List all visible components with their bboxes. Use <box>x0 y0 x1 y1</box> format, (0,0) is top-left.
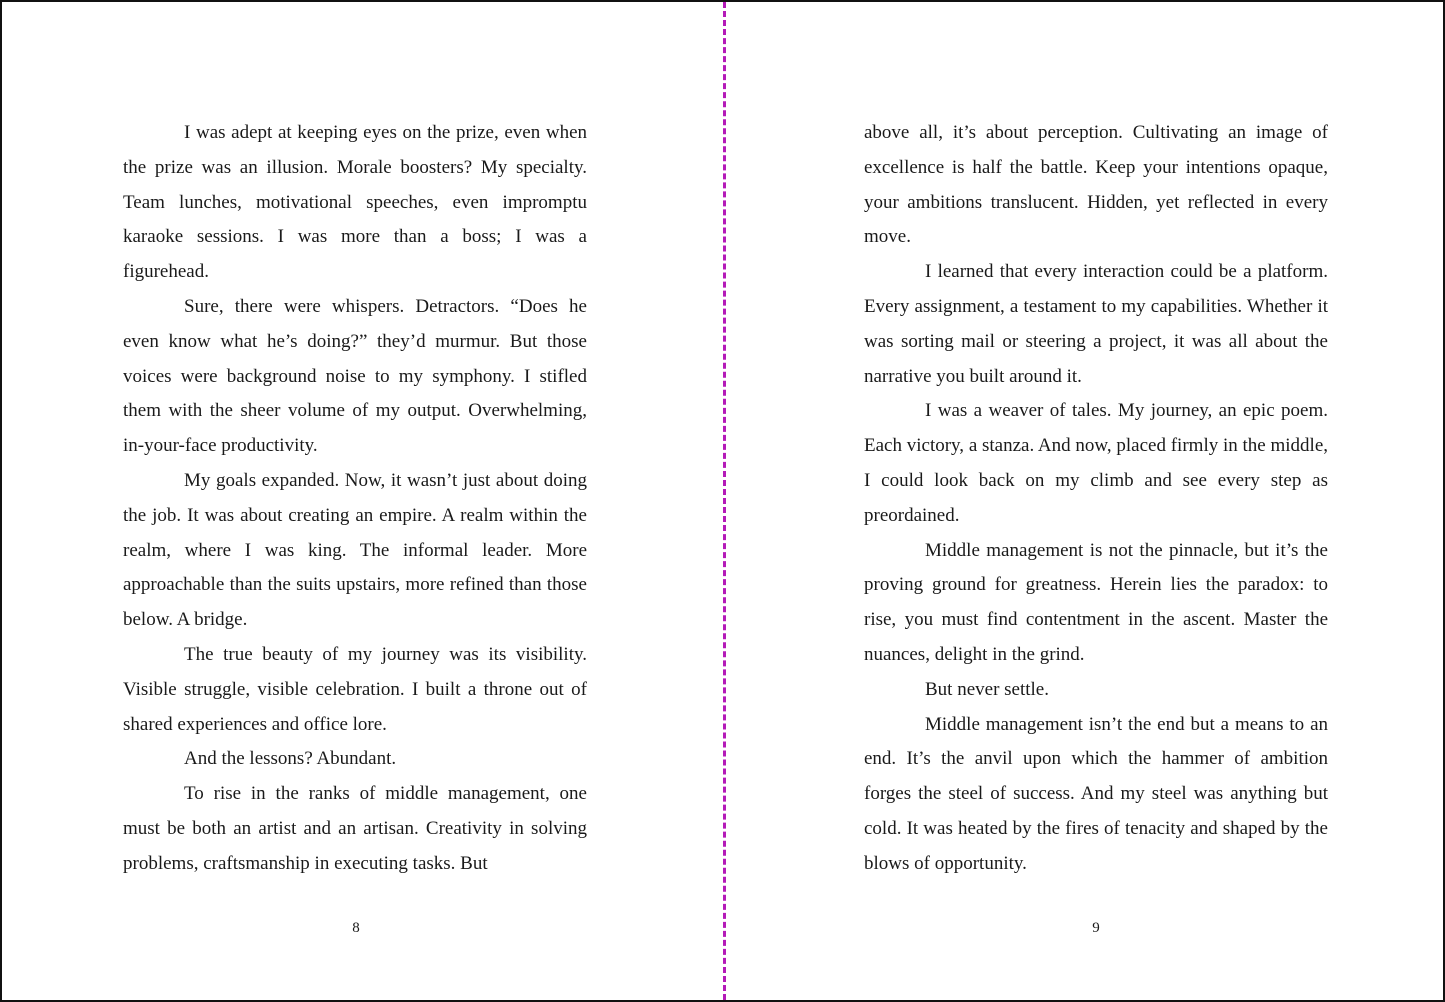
paragraph: Middle management is not the pinnacle, but it’s the proving ground for greatness. Herein lies the paradox: to rise, you must find contentment in the ascent. Master the nuances, delight in the grind. <box>864 539 1328 665</box>
paragraph: My goals expanded. Now, it wasn’t just about doing the job. It was about creating an empire. A realm within the realm, where I was king. The informal leader. More approachable than the suits upstairs, more refined than those below. A bridge. <box>123 469 587 631</box>
paragraph: I learned that every interaction could be a platform. Every assignment, a testament to my capabilities. Whether it was sorting mail or steering a project, it was all about the narrative you built around it. <box>864 261 1328 387</box>
right-page-text <box>864 116 1328 882</box>
left-page-text <box>123 116 587 882</box>
paragraph: The true beauty of my journey was its visibility. Visible struggle, visible celebration. I built a throne out of shared experiences and office lore. <box>123 643 587 735</box>
paragraph: above all, it’s about perception. Cultivating an image of excellence is half the battle. Keep your intentions opaque, your ambitions translucent. Hidden, yet reflected in every move. <box>864 122 1328 248</box>
paragraph: I was adept at keeping eyes on the prize, even when the prize was an illusion. Morale boosters? My specialty. Team lunches, motivational speeches, even impromptu karaoke sessions. I was more than a boss; I was a figurehead. <box>123 122 587 283</box>
page-number: 9 <box>1092 920 1100 936</box>
left-page <box>2 2 724 1000</box>
page-number: 8 <box>352 920 360 936</box>
right-page <box>726 2 1445 1000</box>
paragraph: I was a weaver of tales. My journey, an epic poem. Each victory, a stanza. And now, placed firmly in the middle, I could look back on my climb and see every step as preordained. <box>864 400 1328 526</box>
paragraph: To rise in the ranks of middle management, one must be both an artist and an artisan. Creativity in solving problems, craftsmanship in executing tasks. But <box>123 783 587 874</box>
paragraph: Middle management isn’t the end but a means to an end. It’s the anvil upon which the hammer of ambition forges the steel of success. And my steel was anything but cold. It was heated by the fires of tenacity and shaped by the blows of opportunity. <box>864 713 1328 874</box>
paragraph: Sure, there were whispers. Detractors. “Does he even know what he’s doing?” they’d murmur. But those voices were background noise to my symphony. I stifled them with the sheer volume of my output. Overwhelming, in-your-face productivity. <box>123 295 587 457</box>
paragraph: But never settle. <box>925 678 1049 700</box>
paragraph: And the lessons? Abundant. <box>184 748 397 770</box>
